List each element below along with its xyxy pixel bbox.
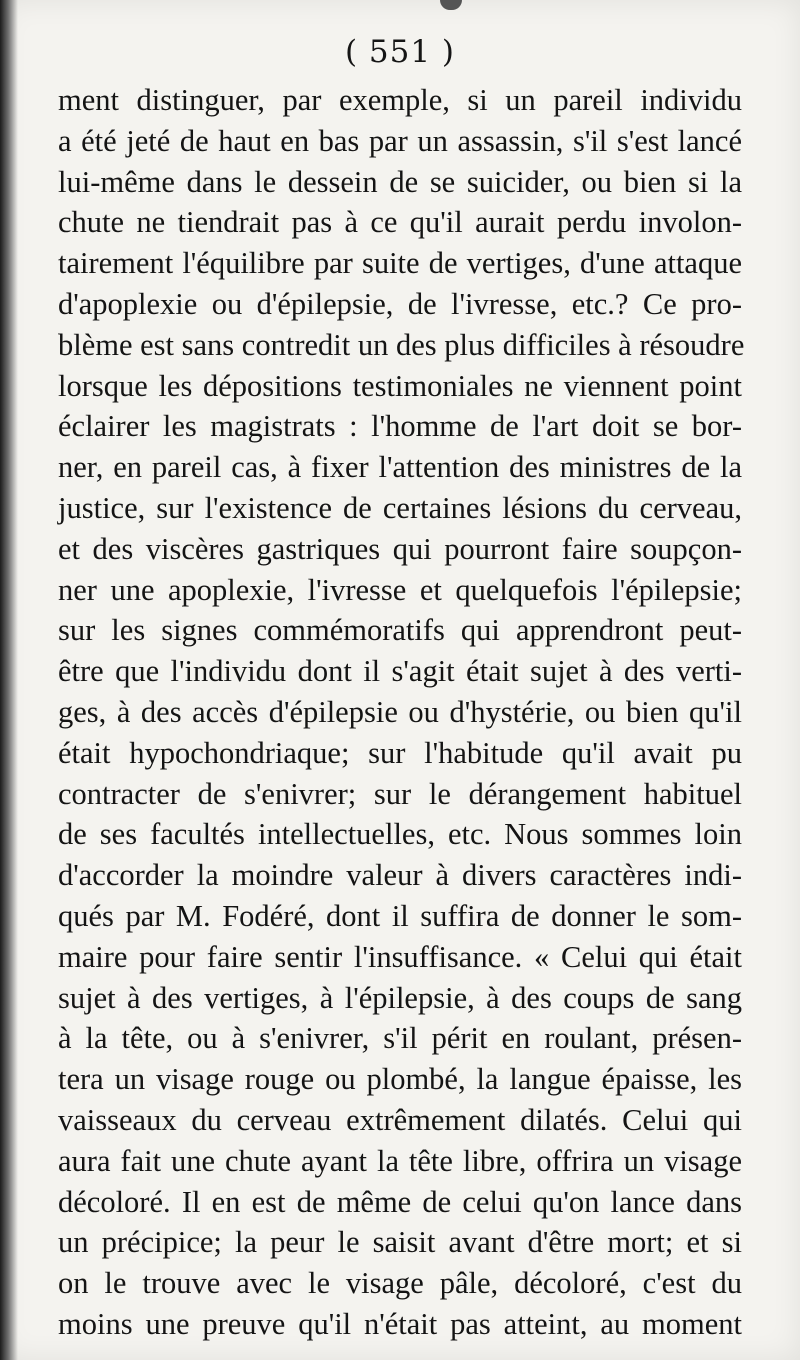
text-line: moins une preuve qu'il n'était pas atteint, au moment [58, 1306, 742, 1341]
text-line: d'accorder la moindre valeur à divers caractères indi- [58, 858, 742, 893]
text-line: sur les signes commémoratifs qui apprendront peut- [58, 613, 742, 648]
text-line: qués par M. Fodéré, dont il suffira de donner le som- [58, 898, 742, 933]
page-edge-shadow [0, 0, 18, 1360]
text-line: ner, en pareil cas, à fixer l'attention des ministres de la [58, 450, 742, 485]
text-line: lui-même dans le dessein de se suicider, ou bien si la [58, 164, 742, 199]
text-line: et des viscères gastriques qui pourront faire soupçon- [58, 531, 742, 566]
text-line: vaisseaux du cerveau extrêmement dilatés. Celui qui [58, 1102, 742, 1137]
body-text [58, 80, 745, 1345]
text-line: lorsque les dépositions testimoniales ne viennent point [58, 368, 742, 403]
text-line: ner une apoplexie, l'ivresse et quelquefois l'épilepsie; [58, 572, 742, 607]
text-line: était hypochondriaque; sur l'habitude qu'il avait pu [58, 735, 742, 770]
text-line: éclairer les magistrats : l'homme de l'art doit se bor- [58, 409, 742, 444]
text-line: blème est sans contredit un des plus difficiles à résoudre [58, 327, 745, 362]
text-line: contracter de s'enivrer; sur le dérangement habituel [58, 776, 742, 811]
text-line: chute ne tiendrait pas à ce qu'il aurait perdu involon- [58, 205, 742, 240]
page-number: ( 551 ) [344, 34, 456, 70]
text-line: tera un visage rouge ou plombé, la langue épaisse, les [58, 1062, 742, 1097]
text-line: justice, sur l'existence de certaines lésions du cerveau, [58, 490, 742, 525]
text-line: maire pour faire sentir l'insuffisance. « Celui qui était [58, 939, 742, 974]
text-line: aura fait une chute ayant la tête libre, offrira un visage [58, 1143, 742, 1178]
text-line: décoloré. Il en est de même de celui qu'on lance dans [58, 1184, 742, 1219]
text-line: ges, à des accès d'épilepsie ou d'hystérie, ou bien qu'il [58, 694, 742, 729]
text-line: a été jeté de haut en bas par un assassin, s'il s'est lancé [58, 123, 742, 158]
text-line: sujet à des vertiges, à l'épilepsie, à des coups de sang [58, 980, 742, 1015]
text-line: ment distinguer, par exemple, si un pareil individu [58, 83, 742, 117]
text-line: être que l'individu dont il s'agit était sujet à des verti- [58, 654, 742, 689]
text-line: à la tête, ou à s'enivrer, s'il périt en roulant, présen- [58, 1021, 742, 1056]
text-line: on le trouve avec le visage pâle, décoloré, c'est du [58, 1266, 742, 1301]
text-line: un précipice; la peur le saisit avant d'être mort; et si [58, 1225, 742, 1260]
text-line: de ses facultés intellectuelles, etc. Nous sommes loin [58, 817, 742, 852]
binding-mark [440, 0, 462, 10]
text-line: d'apoplexie ou d'épilepsie, de l'ivresse, etc.? Ce pro- [58, 286, 742, 321]
text-line: tairement l'équilibre par suite de vertiges, d'une attaque [58, 246, 742, 281]
